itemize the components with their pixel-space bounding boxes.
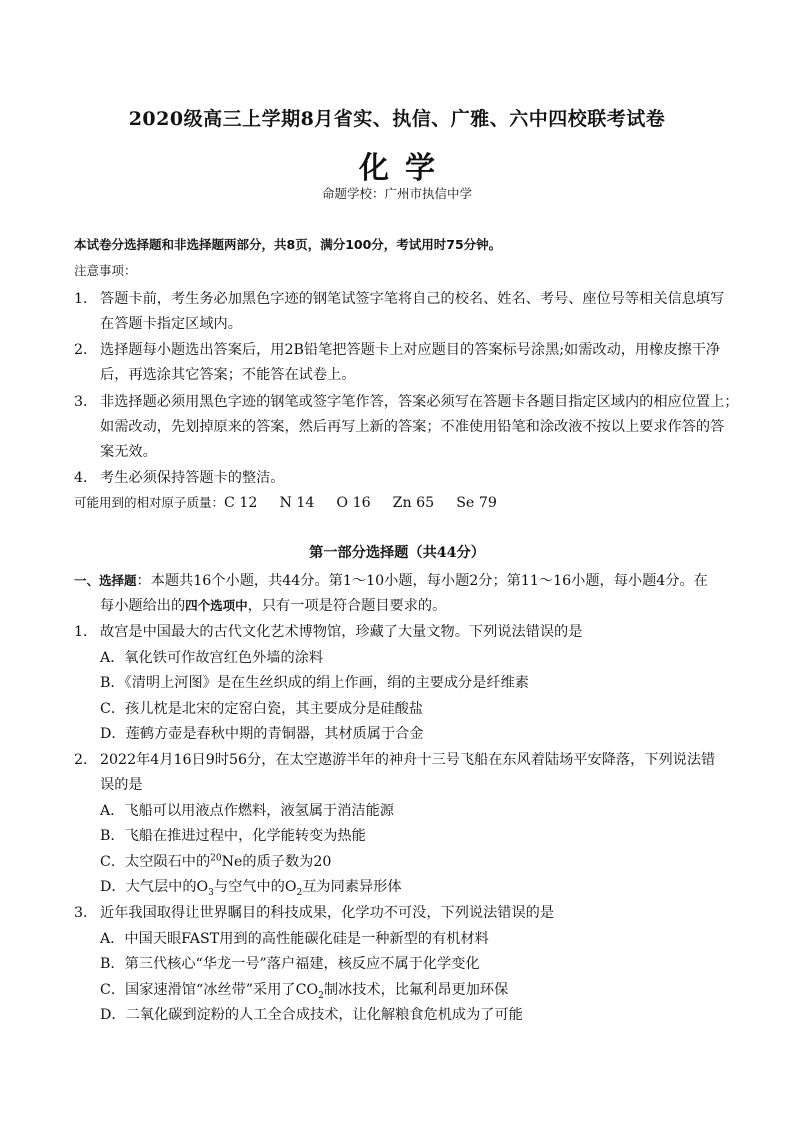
intro-text: 本试卷分选择题和非选择题两部分，共8页，满分100分，考试用时75分钟。 <box>74 237 502 252</box>
q3-option-b: B．第三代核心“华龙一号”落户福建，核反应不属于化学变化 <box>100 956 480 972</box>
q1-option-c: C．孩儿枕是北宋的定窑白瓷，其主要成分是硅酸盐 <box>100 701 423 717</box>
q2-option-d-mid: 与空气中的O <box>213 879 297 895</box>
q3-option-d: D．二氧化碳到淀粉的人工全合成技术，让化解粮食危机成为了可能 <box>100 1007 523 1023</box>
part-one-line-2-c: ，只有一项是符合题目要求的。 <box>247 598 447 614</box>
notice-3-line-3: 案无效。 <box>100 444 157 460</box>
q3-stem: 近年我国取得让世界瞩目的科技成果，化学功不可没，下列说法错误的是 <box>100 905 555 921</box>
q1-option-a: A．氧化铁可作故宫红色外墙的涂料 <box>100 650 324 666</box>
exam-title: 2020级高三上学期8月省实、执信、广雅、六中四校联考试卷 <box>128 108 666 130</box>
q2-option-c-rest: Ne的质子数为20 <box>221 854 332 870</box>
q1-option-b: B．《清明上河图》是在生丝织成的绢上作画，绢的主要成分是纤维素 <box>100 675 529 691</box>
part-one-line-2 <box>100 595 446 615</box>
atomic-mass-c: C 12 <box>224 495 258 511</box>
q2-option-c-mass-number: 20 <box>210 853 222 864</box>
q1-number: 1． <box>74 624 98 640</box>
notice-3-line-1: 非选择题必须用黑色字迹的钢笔或签字笔作答，答案必须写在答题卡各题目指定区域内的相应位置上； <box>100 394 739 410</box>
q1-option-d: D．莲鹤方壶是春秋中期的青铜器，其材质属于合金 <box>100 726 424 742</box>
q2-option-d <box>100 876 402 898</box>
notice-1-line-2: 在答题卡指定区域内。 <box>100 316 242 332</box>
q1-stem: 故宫是中国最大的古代文化艺术博物馆，珍藏了大量文物。下列说法错误的是 <box>100 624 583 640</box>
q3-option-c-sub: 2 <box>318 990 324 1001</box>
q3-option-c-text: C．国家速滑馆“冰丝带”采用了CO <box>100 982 319 998</box>
part-one-text: ：本题共16个小题，共44分。第1～10小题，每小题2分；第11～16小题，每小题4分。在 <box>136 573 708 589</box>
q3-number: 3． <box>74 905 98 921</box>
q2-option-d-sub-1: 3 <box>208 887 214 898</box>
q2-stem-line-1: 2022年4月16日9时56分，在太空遨游半年的神舟十三号飞船在东风着陆场平安降落，下列说法错 <box>100 752 716 768</box>
notice-2-line-1: 选择题每小题选出答案后，用2B铅笔把答题卡上对应题目的答案标号涂黑;如需改动，用橡皮擦干净 <box>100 342 721 358</box>
school-line: 命题学校：广州市执信中学 <box>321 186 472 201</box>
q3-option-c <box>100 979 508 1001</box>
notice-2-number: 2． <box>74 342 98 358</box>
atomic-mass-zn: Zn 65 <box>392 495 435 511</box>
q3-option-c-rest: 制冰技术，比氟利昂更加环保 <box>323 982 509 998</box>
notice-4-line-1: 考生必须保持答题卡的整洁。 <box>100 470 285 486</box>
subject-title: 化学 <box>359 151 451 186</box>
atomic-mass-n: N 14 <box>279 495 315 511</box>
q2-option-d-rest: 互为同素异形体 <box>302 879 402 895</box>
part-one-line-2-a: 每小题给出的 <box>100 598 186 614</box>
part-one-line-1 <box>74 570 708 590</box>
atomic-mass-line <box>74 493 497 511</box>
section-title: 第一部分选择题（共44分） <box>309 545 485 561</box>
notice-4-number: 4． <box>74 470 98 486</box>
q2-number: 2． <box>74 752 98 768</box>
q2-stem-line-2: 误的是 <box>100 777 143 793</box>
q2-option-b: B．飞船在推进过程中，化学能转变为热能 <box>100 828 366 844</box>
notice-3-line-2: 如需改动，先划掉原来的答案，然后再写上新的答案；不准使用铅笔和涂改液不按以上要求作答的答 <box>100 419 725 435</box>
q2-option-d-sub-2: 2 <box>296 887 303 898</box>
notice-1-line-1: 答题卡前，考生务必加黑色字迹的钢笔试签字笔将自己的校名、姓名、考号、座位号等相关信息填写 <box>100 291 725 307</box>
q2-option-c <box>100 851 331 871</box>
notice-2-line-2: 后，再选涂其它答案；不能答在试卷上。 <box>100 367 356 383</box>
q2-option-d-text: D．大气层中的O <box>100 879 209 895</box>
notice-title: 注意事项： <box>74 263 137 278</box>
q3-option-a: A．中国天眼FAST用到的高性能碳化硅是一种新型的有机材料 <box>100 931 489 947</box>
atomic-mass-o: O 16 <box>336 495 371 511</box>
atomic-mass-se: Se 79 <box>456 495 497 511</box>
notice-3-number: 3． <box>74 394 98 410</box>
q2-option-c-text: C．太空陨石中的 <box>100 854 211 870</box>
q2-option-a: A．飞船可以用液点作燃料，液氢属于消洁能源 <box>100 803 394 819</box>
part-one-prefix: 一、选择题 <box>74 573 137 588</box>
atomic-mass-label: 可能用到的相对原子质量： <box>74 495 225 510</box>
part-one-line-2-emphasis: 四个选项中 <box>185 598 248 613</box>
notice-1-number: 1． <box>74 291 98 307</box>
